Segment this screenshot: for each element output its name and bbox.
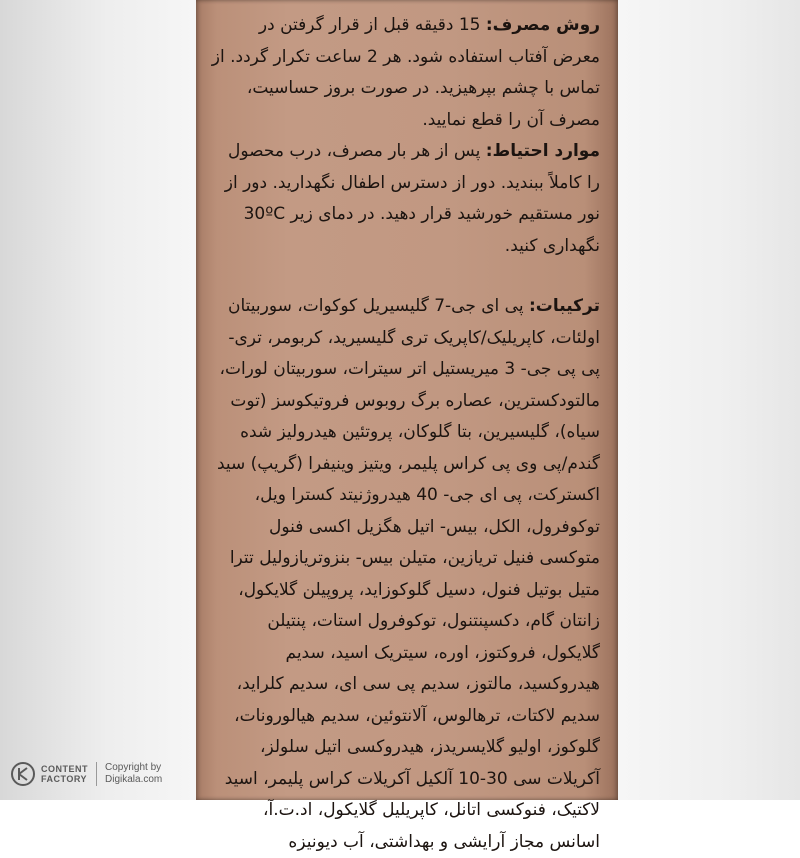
- usage-text: 15 دقیقه قبل از قرار گرفتن در معرض آفتاب استفاده شود. هر 2 ساعت تکرار گردد. از تماس با چشم بپرهیزید. در صورت بروز حساسیت، مصرف آن را قطع نمایید.: [211, 15, 600, 130]
- watermark-copyright-line: Copyright by: [105, 762, 162, 773]
- watermark-divider: [96, 762, 97, 786]
- usage-label: روش مصرف:: [485, 15, 600, 35]
- ingredients-label: ترکیبات:: [529, 296, 600, 316]
- precautions-label: موارد احتیاط:: [485, 141, 600, 161]
- usage-paragraph: [210, 10, 600, 136]
- watermark-site: Digikala.com: [105, 774, 163, 785]
- precautions-text: پس از هر بار مصرف، درب محصول را کاملاً ببندید. دور از دسترس اطفال نگهدارید. دور از نور مستقیم خورشید قرار دهید. در دمای زیر 30ºC نگهداری کنید.: [224, 141, 600, 256]
- paragraph-gap: [210, 262, 600, 291]
- watermark-brand-line2: FACTORY: [41, 774, 88, 784]
- ingredients-paragraph: [210, 291, 600, 858]
- watermark-brand-line1: CONTENT: [41, 764, 88, 774]
- ingredients-text: پی ای جی-7 گلیسیریل کوکوات، سوربیتان اولئات، کاپریلیک/کاپریک تری گلیسیرید، کربومر، تری- پی پی جی- 3 میریستیل اتر سیترات، سوربیتان لورات، مالتودکسترین، عصاره برگ روبوس فروتیکوسز (توت سیاه)، گلیسیرین، بتا گلوکان، پروتئین هیدرولیز شده گندم/پی وی پی کراس پلیمر، ویتیز وینیفرا (گریپ) سید اکسترکت، پی ای جی- 40 هیدروژنیتد کسترا ویل، توکوفرول، الکل، بیس- اتیل هگزیل اکسی فنول متوکسی فنیل تریازین، متیلن بیس- بنزوتریازولیل تترا متیل بوتیل فنول، دسیل گلوکوزاید، پروپیلن گلایکول، زانتان گام، دکسپنتنول، توکوفرول استات، پنتیلن گلایکول، فروکتوز، اوره، سیتریک اسید، سدیم هیدروکسید، مالتوز، سدیم پی سی ای، سدیم کلراید، سدیم لاکتات، ترهالوس، آلانتوئین، سدیم هیالورونات، گلوکوز، اولیو گلایسریدز، هیدروکسی اتیل سلولز، آکریلات سی 30-10 آلکیل آکریلات کراس پلیمر، اسید لاکتیک، فنوکسی اتانل، کاپریلیل گلایکول، اد.ت.آ، اسانس مجاز آرایشی و بهداشتی، آب دیونیزه: [216, 296, 600, 852]
- precautions-paragraph: [210, 136, 600, 262]
- product-box-panel: [196, 0, 618, 852]
- watermark-copyright: [105, 762, 162, 786]
- watermark: [10, 760, 162, 788]
- content-factory-logo-icon: [10, 761, 36, 787]
- label-text-block: [210, 10, 600, 858]
- background-left: [0, 0, 196, 800]
- watermark-brand: [41, 764, 88, 784]
- background-right: [618, 0, 800, 800]
